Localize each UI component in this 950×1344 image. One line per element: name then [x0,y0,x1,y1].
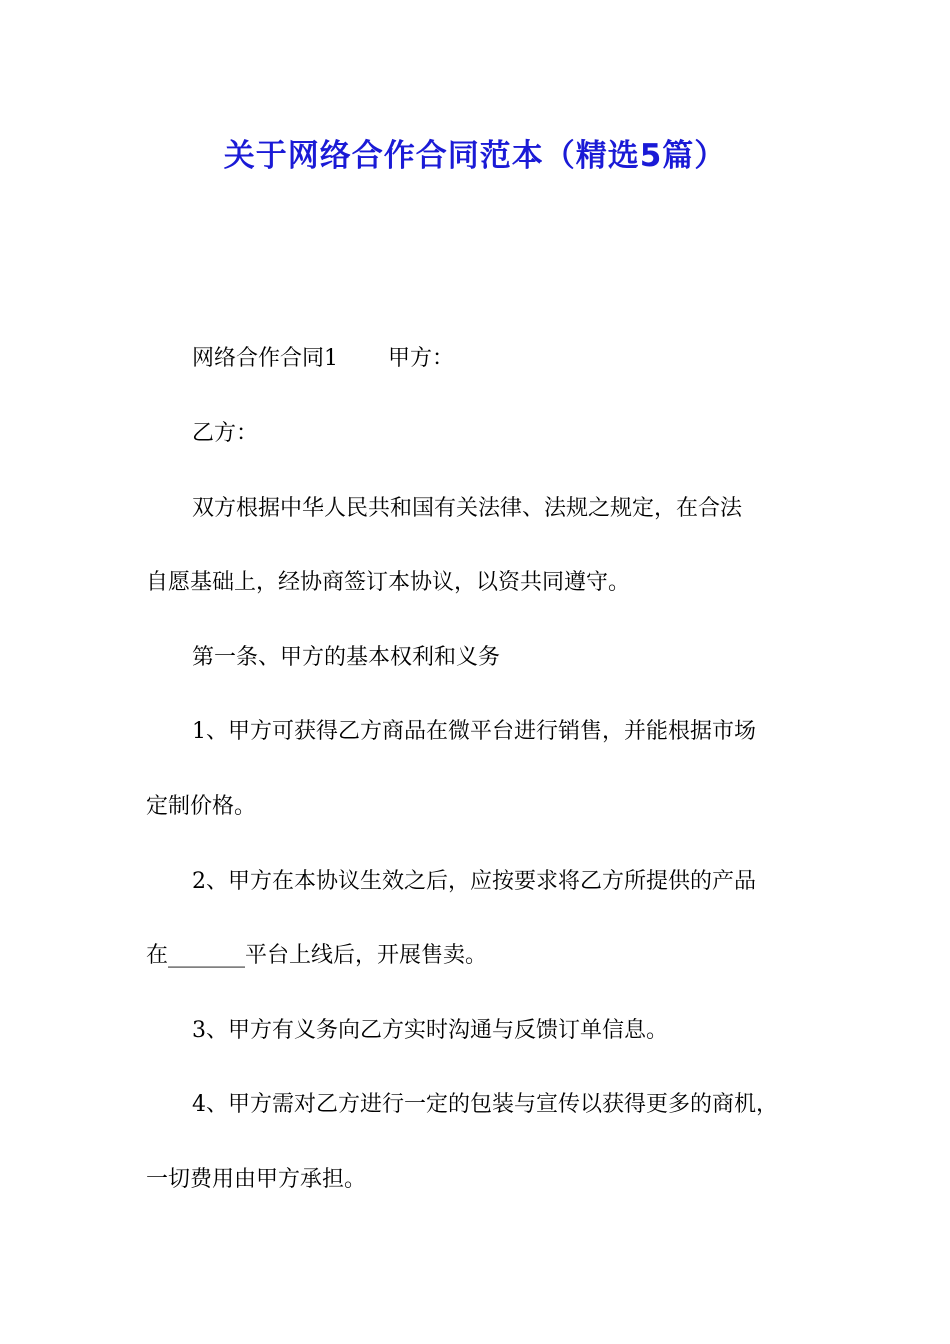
item-2-line-2: 在_______平台上线后，开展售卖。 [146,943,488,968]
party-a-label: 甲方： [388,346,455,371]
item-1-line-1: 1、甲方可获得乙方商品在微平台进行销售，并能根据市场 [192,719,756,744]
item-1-line-2: 定制价格。 [146,794,257,819]
item-4-line-1: 4、甲方需对乙方进行一定的包装与宣传以获得更多的商机， [192,1092,778,1117]
document-title: 关于网络合作合同范本（精选5篇） [223,138,727,174]
item-2-line-1: 2、甲方在本协议生效之后，应按要求将乙方所提供的产品 [192,869,756,894]
intro-line-1: 双方根据中华人民共和国有关法律、法规之规定，在合法 [192,496,743,521]
contract-heading-line [192,344,882,374]
item-4-line-2: 一切费用由甲方承担。 [146,1167,367,1192]
intro-line-2: 自愿基础上，经协商签订本协议，以资共同遵守。 [146,570,631,595]
item-3-line-1: 3、甲方有义务向乙方实时沟通与反馈订单信息。 [192,1018,668,1043]
party-b-label: 乙方： [192,421,259,446]
article-1-heading: 第一条、甲方的基本权利和义务 [192,645,501,670]
contract-heading: 网络合作合同1 [192,346,338,371]
